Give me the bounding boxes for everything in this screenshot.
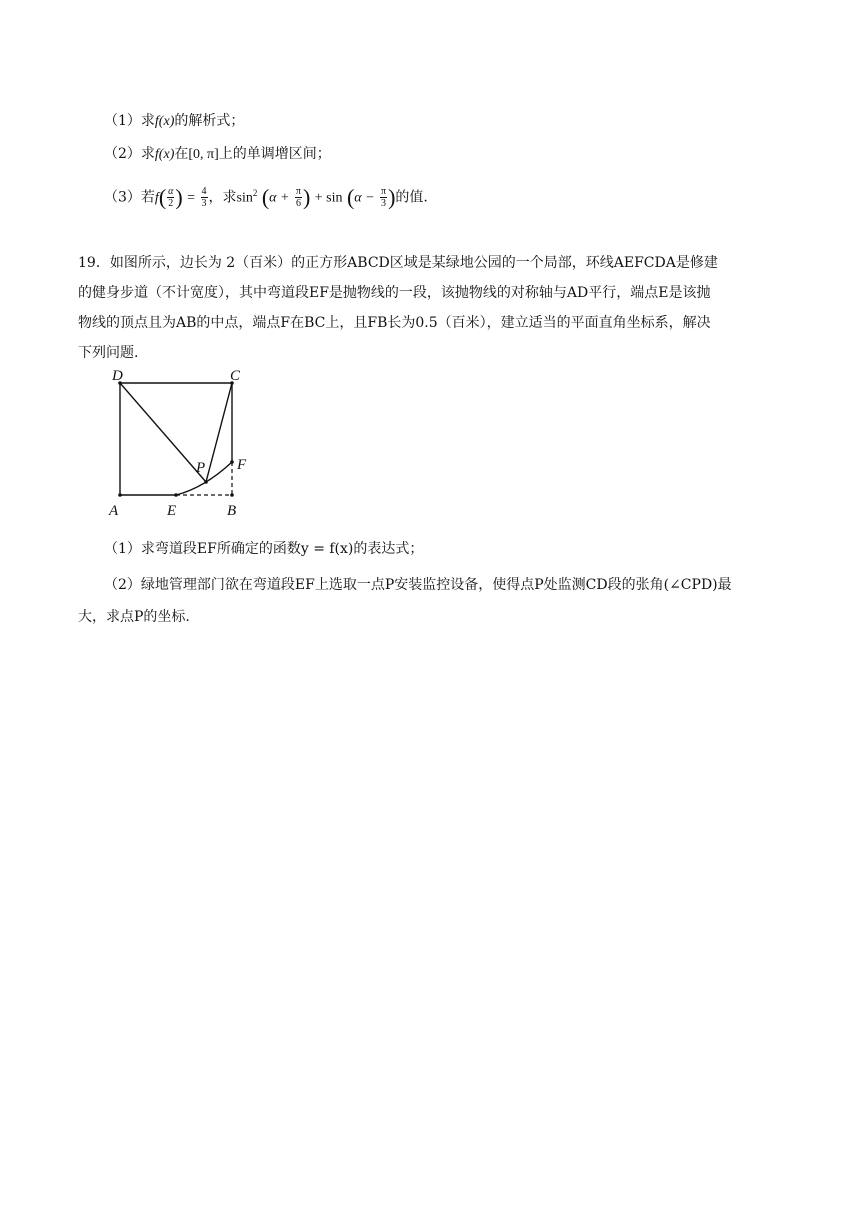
q18-part1-label: （1）求 xyxy=(104,113,155,129)
q19-line-1: 19．如图所示，边长为 2（百米）的正方形ABCD区域是某绿地公园的一个局部，环线AEFCDA是修建 xyxy=(78,255,718,271)
q19-sub2-line-1: （2）绿地管理部门欲在弯道段EF上选取一点P安装监控设备，使得点P处监测CD段的张角(∠CPD)最 xyxy=(104,577,732,593)
label-D: D xyxy=(112,368,123,384)
q19-line-4: 下列问题. xyxy=(78,345,139,361)
q18-part2-rest: 上的单调增区间； xyxy=(218,146,331,162)
q19-sub1: （1）求弯道段EF所确定的函数y = f(x)的表达式； xyxy=(104,541,424,557)
label-C: C xyxy=(230,368,241,384)
q18-part2-expr: f(x) xyxy=(154,147,175,162)
q18-part3-mid: ，求 xyxy=(208,189,237,206)
q18-part3-alpha-plus: α + xyxy=(269,190,290,206)
segment-DP xyxy=(120,383,206,482)
label-E: E xyxy=(167,503,177,519)
q18-part2 xyxy=(104,143,331,166)
q18-part2-label: （2）求 xyxy=(104,146,155,162)
q18-part1-rest: 的解析式； xyxy=(174,113,245,129)
q18-part1 xyxy=(104,110,244,133)
q18-part3-sin: sin xyxy=(236,190,253,206)
q18-part3-label: （3）若 xyxy=(104,189,155,206)
q18-part3-frac-pi-6: $\frac{\pi}{6}$ xyxy=(295,186,301,210)
q18-part3-rest: 的值. xyxy=(395,189,428,206)
q18-part2-interval: [0, π] xyxy=(188,147,219,162)
q18-part2-mid: 在 xyxy=(174,146,189,162)
q19-line-3: 物线的顶点且为AB的中点，端点F在BC上，且FB长为0.5（百米），建立适当的平面直角坐标系，解决 xyxy=(78,315,711,331)
q18-part1-expr: f(x) xyxy=(154,114,175,129)
q19-figure xyxy=(0,360,860,520)
q18-part3-plus-sin: + sin xyxy=(314,190,343,206)
q18-part3-alpha-minus: α − xyxy=(354,190,375,206)
label-A: A xyxy=(109,503,119,519)
q18-part3-frac-4-3: $\frac{4}{3}$ xyxy=(201,186,207,210)
q18-part3-eq: = xyxy=(187,190,196,206)
segment-CP xyxy=(206,383,232,482)
q18-part3-frac-pi-3: $\frac{\pi}{3}$ xyxy=(381,186,387,210)
q18-part3-sup: 2 xyxy=(252,188,258,198)
q19-line-2: 的健身步道（不计宽度），其中弯道段EF是抛物线的一段，该抛物线的对称轴与AD平行，端点E是该抛 xyxy=(78,285,711,301)
label-F: F xyxy=(237,457,247,473)
q19-sub2-line-2: 大，求点P的坐标. xyxy=(78,609,190,625)
q18-part3: （3）若f( $\frac{\alpha}{2}$ ) = $\frac{4}{3}$ ，求$\sin^2 (\alpha$ + $\frac{\pi}{6}$ ) + sin (α − $\frac{\pi}{3}$ )的值. xyxy=(104,184,428,210)
label-P: P xyxy=(196,460,206,476)
label-B: B xyxy=(227,503,237,519)
q18-part3-frac-alpha-2: $\frac{\alpha}{2}$ xyxy=(168,186,174,210)
q18-part3-f: f xyxy=(154,190,159,206)
